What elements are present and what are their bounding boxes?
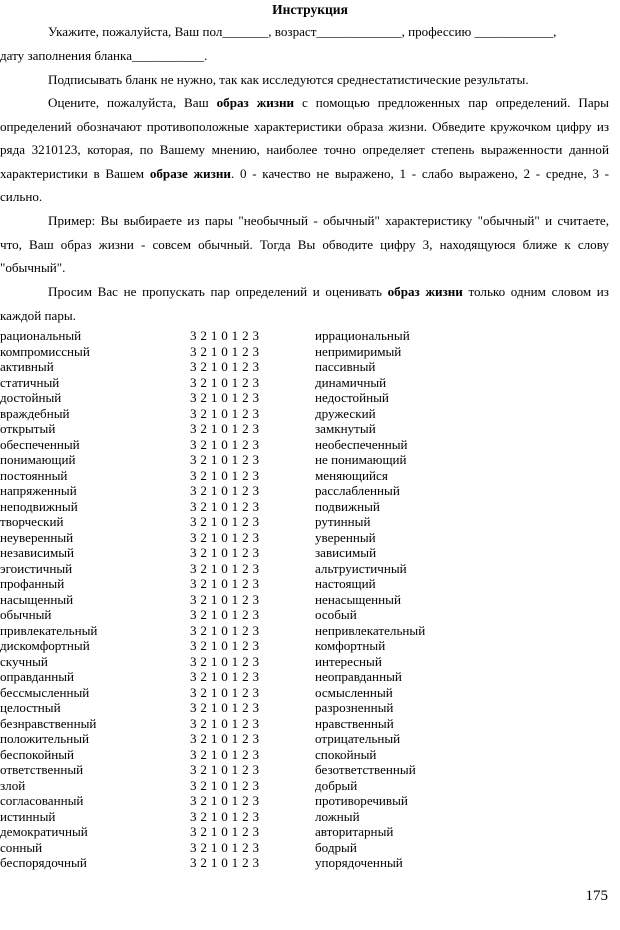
pair-left-word: ответственный xyxy=(0,762,84,777)
rating-scale[interactable]: 3 2 1 0 1 2 3 xyxy=(190,731,260,746)
pair-right-word: пассивный xyxy=(315,359,376,374)
example-paragraph: Пример: Вы выбираете из пары "необычный - обычный" характеристику "обычный" и считаете, что, Ваш образ жизни - совсем обычный. Тогда Вы обводите цифру 3, находящуюся ближе к слову "обычный". xyxy=(0,213,609,275)
pair-row xyxy=(0,716,620,732)
pair-right-word: отрицательный xyxy=(315,731,401,746)
pair-row xyxy=(0,840,620,856)
rating-scale[interactable]: 3 2 1 0 1 2 3 xyxy=(190,529,260,545)
pair-left-word: эгоистичный xyxy=(0,560,73,576)
pair-row xyxy=(0,669,620,685)
rating-scale[interactable]: 3 2 1 0 1 2 3 xyxy=(190,328,260,343)
pair-left-word: напряженный xyxy=(0,483,77,498)
rating-scale[interactable]: 3 2 1 0 1 2 3 xyxy=(190,777,260,793)
request-text-2: только одним словом из каждой пары. xyxy=(0,284,609,323)
pair-row xyxy=(0,685,620,701)
pair-left-word: статичный xyxy=(0,374,60,390)
rating-scale[interactable]: 3 2 1 0 1 2 3 xyxy=(190,436,260,452)
rating-scale[interactable]: 3 2 1 0 1 2 3 xyxy=(190,607,260,622)
assessment-bold-1: образ жизни xyxy=(216,95,295,110)
rating-scale[interactable]: 3 2 1 0 1 2 3 xyxy=(190,545,260,560)
rating-scale[interactable]: 3 2 1 0 1 2 3 xyxy=(190,622,260,638)
pair-left-word: насыщенный xyxy=(0,591,74,607)
pair-row xyxy=(0,700,620,716)
rating-scale[interactable]: 3 2 1 0 1 2 3 xyxy=(190,669,260,684)
rating-scale[interactable]: 3 2 1 0 1 2 3 xyxy=(190,653,260,669)
pair-right-word: противоречивый xyxy=(315,793,408,808)
pair-right-word: непримиримый xyxy=(315,343,402,359)
pair-row xyxy=(0,545,620,561)
pair-row xyxy=(0,576,620,592)
pair-row xyxy=(0,824,620,840)
pair-left-word: открытый xyxy=(0,421,56,436)
pair-right-word: не понимающий xyxy=(315,452,407,467)
intro-fields-line: Укажите, пожалуйста, Ваш пол_______, возраст_____________, профессию ____________, xyxy=(48,24,557,39)
pair-right-word: ненасыщенный xyxy=(315,591,401,607)
pair-right-word: дружеский xyxy=(315,405,376,421)
pair-row xyxy=(0,793,620,809)
pair-row xyxy=(0,561,620,577)
pair-left-word: обеспеченный xyxy=(0,436,80,452)
pair-left-word: бессмысленный xyxy=(0,684,90,700)
pair-left-word: безнравственный xyxy=(0,715,97,731)
pair-row xyxy=(0,468,620,484)
pair-right-word: безответственный xyxy=(315,762,416,777)
pair-row xyxy=(0,499,620,515)
pair-right-word: необеспеченный xyxy=(315,436,408,452)
pair-left-word: беспокойный xyxy=(0,746,75,762)
pair-right-word: особый xyxy=(315,607,357,622)
rating-scale[interactable]: 3 2 1 0 1 2 3 xyxy=(190,762,260,777)
pair-left-word: привлекательный xyxy=(0,622,98,638)
pair-right-word: интересный xyxy=(315,653,382,669)
rating-scale[interactable]: 3 2 1 0 1 2 3 xyxy=(190,684,260,700)
pair-right-word: подвижный xyxy=(315,498,380,514)
pair-row xyxy=(0,328,620,344)
pair-right-word: спокойный xyxy=(315,746,377,762)
rating-scale[interactable]: 3 2 1 0 1 2 3 xyxy=(190,467,260,483)
pair-row xyxy=(0,592,620,608)
pair-left-word: положительный xyxy=(0,731,90,746)
pair-row xyxy=(0,809,620,825)
pair-left-word: творческий xyxy=(0,514,64,529)
pair-row xyxy=(0,530,620,546)
request-bold: образ жизни xyxy=(387,284,463,299)
pair-row xyxy=(0,452,620,468)
pair-left-word: независимый xyxy=(0,545,75,560)
rating-scale[interactable]: 3 2 1 0 1 2 3 xyxy=(190,343,260,359)
document-title: Инструкция xyxy=(272,2,348,17)
rating-scale[interactable]: 3 2 1 0 1 2 3 xyxy=(190,576,260,591)
rating-scale[interactable]: 3 2 1 0 1 2 3 xyxy=(190,638,260,653)
pair-row xyxy=(0,607,620,623)
rating-scale[interactable]: 3 2 1 0 1 2 3 xyxy=(190,421,260,436)
pair-row xyxy=(0,390,620,406)
pair-left-word: истинный xyxy=(0,808,56,824)
pair-right-word: динамичный xyxy=(315,374,387,390)
assessment-text-2: с помощью предложенных пар определений. Пары определений обозначают противоположные характеристики образа жизни. Обведите кружочком цифру из ряда 3210123, которая, по Вашему мнению, наиболее точно определяет степень выраженности данной характеристики в Вашем xyxy=(0,95,609,181)
pair-row xyxy=(0,514,620,530)
pair-left-word: достойный xyxy=(0,390,62,405)
pair-right-word: ложный xyxy=(315,808,360,824)
pair-right-word: авторитарный xyxy=(315,824,394,839)
pair-right-word: меняющийся xyxy=(315,467,388,483)
assessment-text-3: . 0 - качество не выражено, 1 - слабо выражено, 2 - средне, 3 - сильно. xyxy=(0,165,610,204)
pair-right-word: добрый xyxy=(315,777,358,793)
pair-left-word: неподвижный xyxy=(0,498,78,514)
pair-left-word: враждебный xyxy=(0,405,70,421)
pair-left-word: злой xyxy=(0,777,26,793)
pair-left-word: сонный xyxy=(0,839,43,855)
pair-row xyxy=(0,437,620,453)
pair-row xyxy=(0,638,620,654)
pair-left-word: демократичный xyxy=(0,824,88,839)
pair-right-word: уверенный xyxy=(315,529,376,545)
pair-row xyxy=(0,483,620,499)
pair-left-word: активный xyxy=(0,359,54,374)
pair-right-word: альтруистичный xyxy=(315,560,407,576)
rating-scale[interactable]: 3 2 1 0 1 2 3 xyxy=(190,514,260,529)
rating-scale[interactable]: 3 2 1 0 1 2 3 xyxy=(190,390,260,405)
pair-row xyxy=(0,747,620,763)
pair-right-word: зависимый xyxy=(315,545,377,560)
rating-scale[interactable]: 3 2 1 0 1 2 3 xyxy=(190,498,260,514)
pair-right-word: настоящий xyxy=(315,576,376,591)
pair-right-word: комфортный xyxy=(315,638,386,653)
request-text-1: Просим Вас не пропускать пар определений и оценивать xyxy=(48,284,388,299)
pair-row xyxy=(0,778,620,794)
pair-left-word: неуверенный xyxy=(0,529,74,545)
intro-date-line: дату заполнения бланка___________. xyxy=(0,48,208,63)
pair-right-word: непривлекательный xyxy=(315,622,426,638)
pair-row xyxy=(0,406,620,422)
pair-right-word: иррациональный xyxy=(315,328,410,343)
pair-left-word: компромиссный xyxy=(0,343,90,359)
pair-row xyxy=(0,654,620,670)
pair-row xyxy=(0,375,620,391)
pair-left-word: согласованный xyxy=(0,793,84,808)
rating-scale[interactable]: 3 2 1 0 1 2 3 xyxy=(190,359,260,374)
rating-scale[interactable]: 3 2 1 0 1 2 3 xyxy=(190,793,260,808)
pair-right-word: замкнутый xyxy=(315,421,376,436)
rating-scale[interactable]: 3 2 1 0 1 2 3 xyxy=(190,839,260,855)
pair-left-word: понимающий xyxy=(0,452,76,467)
pair-left-word: дискомфортный xyxy=(0,638,90,653)
pair-right-word: недостойный xyxy=(315,390,389,405)
rating-scale[interactable]: 3 2 1 0 1 2 3 xyxy=(190,374,260,390)
pair-left-word: оправданный xyxy=(0,669,75,684)
pair-right-word: бодрый xyxy=(315,839,357,855)
note-paragraph: Подписывать бланк не нужно, так как исследуются среднестатистические результаты. xyxy=(48,72,529,87)
rating-scale[interactable]: 3 2 1 0 1 2 3 xyxy=(190,715,260,731)
pair-row xyxy=(0,359,620,375)
rating-scale[interactable]: 3 2 1 0 1 2 3 xyxy=(190,452,260,467)
pair-right-word: нравственный xyxy=(315,715,394,731)
pair-right-word: упорядоченный xyxy=(315,855,403,870)
pair-row xyxy=(0,421,620,437)
assessment-bold-2: образе жизни xyxy=(149,165,231,181)
pair-row xyxy=(0,762,620,778)
rating-scale[interactable]: 3 2 1 0 1 2 3 xyxy=(190,700,260,715)
rating-scale[interactable]: 3 2 1 0 1 2 3 xyxy=(190,560,260,576)
pair-left-word: беспорядочный xyxy=(0,855,87,870)
pair-row xyxy=(0,855,620,871)
rating-scale[interactable]: 3 2 1 0 1 2 3 xyxy=(190,483,260,498)
pair-row xyxy=(0,731,620,747)
pair-right-word: осмысленный xyxy=(315,684,393,700)
pairs-list xyxy=(0,328,620,871)
pair-row xyxy=(0,344,620,360)
pair-right-word: разрозненный xyxy=(315,700,394,715)
pair-right-word: неоправданный xyxy=(315,669,402,684)
pair-left-word: скучный xyxy=(0,653,48,669)
rating-scale[interactable]: 3 2 1 0 1 2 3 xyxy=(190,591,260,607)
pair-row xyxy=(0,623,620,639)
rating-scale[interactable]: 3 2 1 0 1 2 3 xyxy=(190,824,260,839)
pair-left-word: обычный xyxy=(0,607,52,622)
pair-right-word: расслабленный xyxy=(315,483,400,498)
pair-left-word: постоянный xyxy=(0,467,68,483)
rating-scale[interactable]: 3 2 1 0 1 2 3 xyxy=(190,808,260,824)
pair-left-word: целостный xyxy=(0,700,61,715)
pair-right-word: рутинный xyxy=(315,514,371,529)
assessment-text-1: Оцените, пожалуйста, Ваш xyxy=(48,95,217,110)
rating-scale[interactable]: 3 2 1 0 1 2 3 xyxy=(190,746,260,762)
rating-scale[interactable]: 3 2 1 0 1 2 3 xyxy=(190,855,260,870)
page-number: 175 xyxy=(585,888,608,904)
pair-left-word: рациональный xyxy=(0,328,82,343)
assessment-paragraph xyxy=(0,91,609,209)
rating-scale[interactable]: 3 2 1 0 1 2 3 xyxy=(190,405,260,421)
request-paragraph xyxy=(0,280,609,327)
pair-left-word: профанный xyxy=(0,576,65,591)
